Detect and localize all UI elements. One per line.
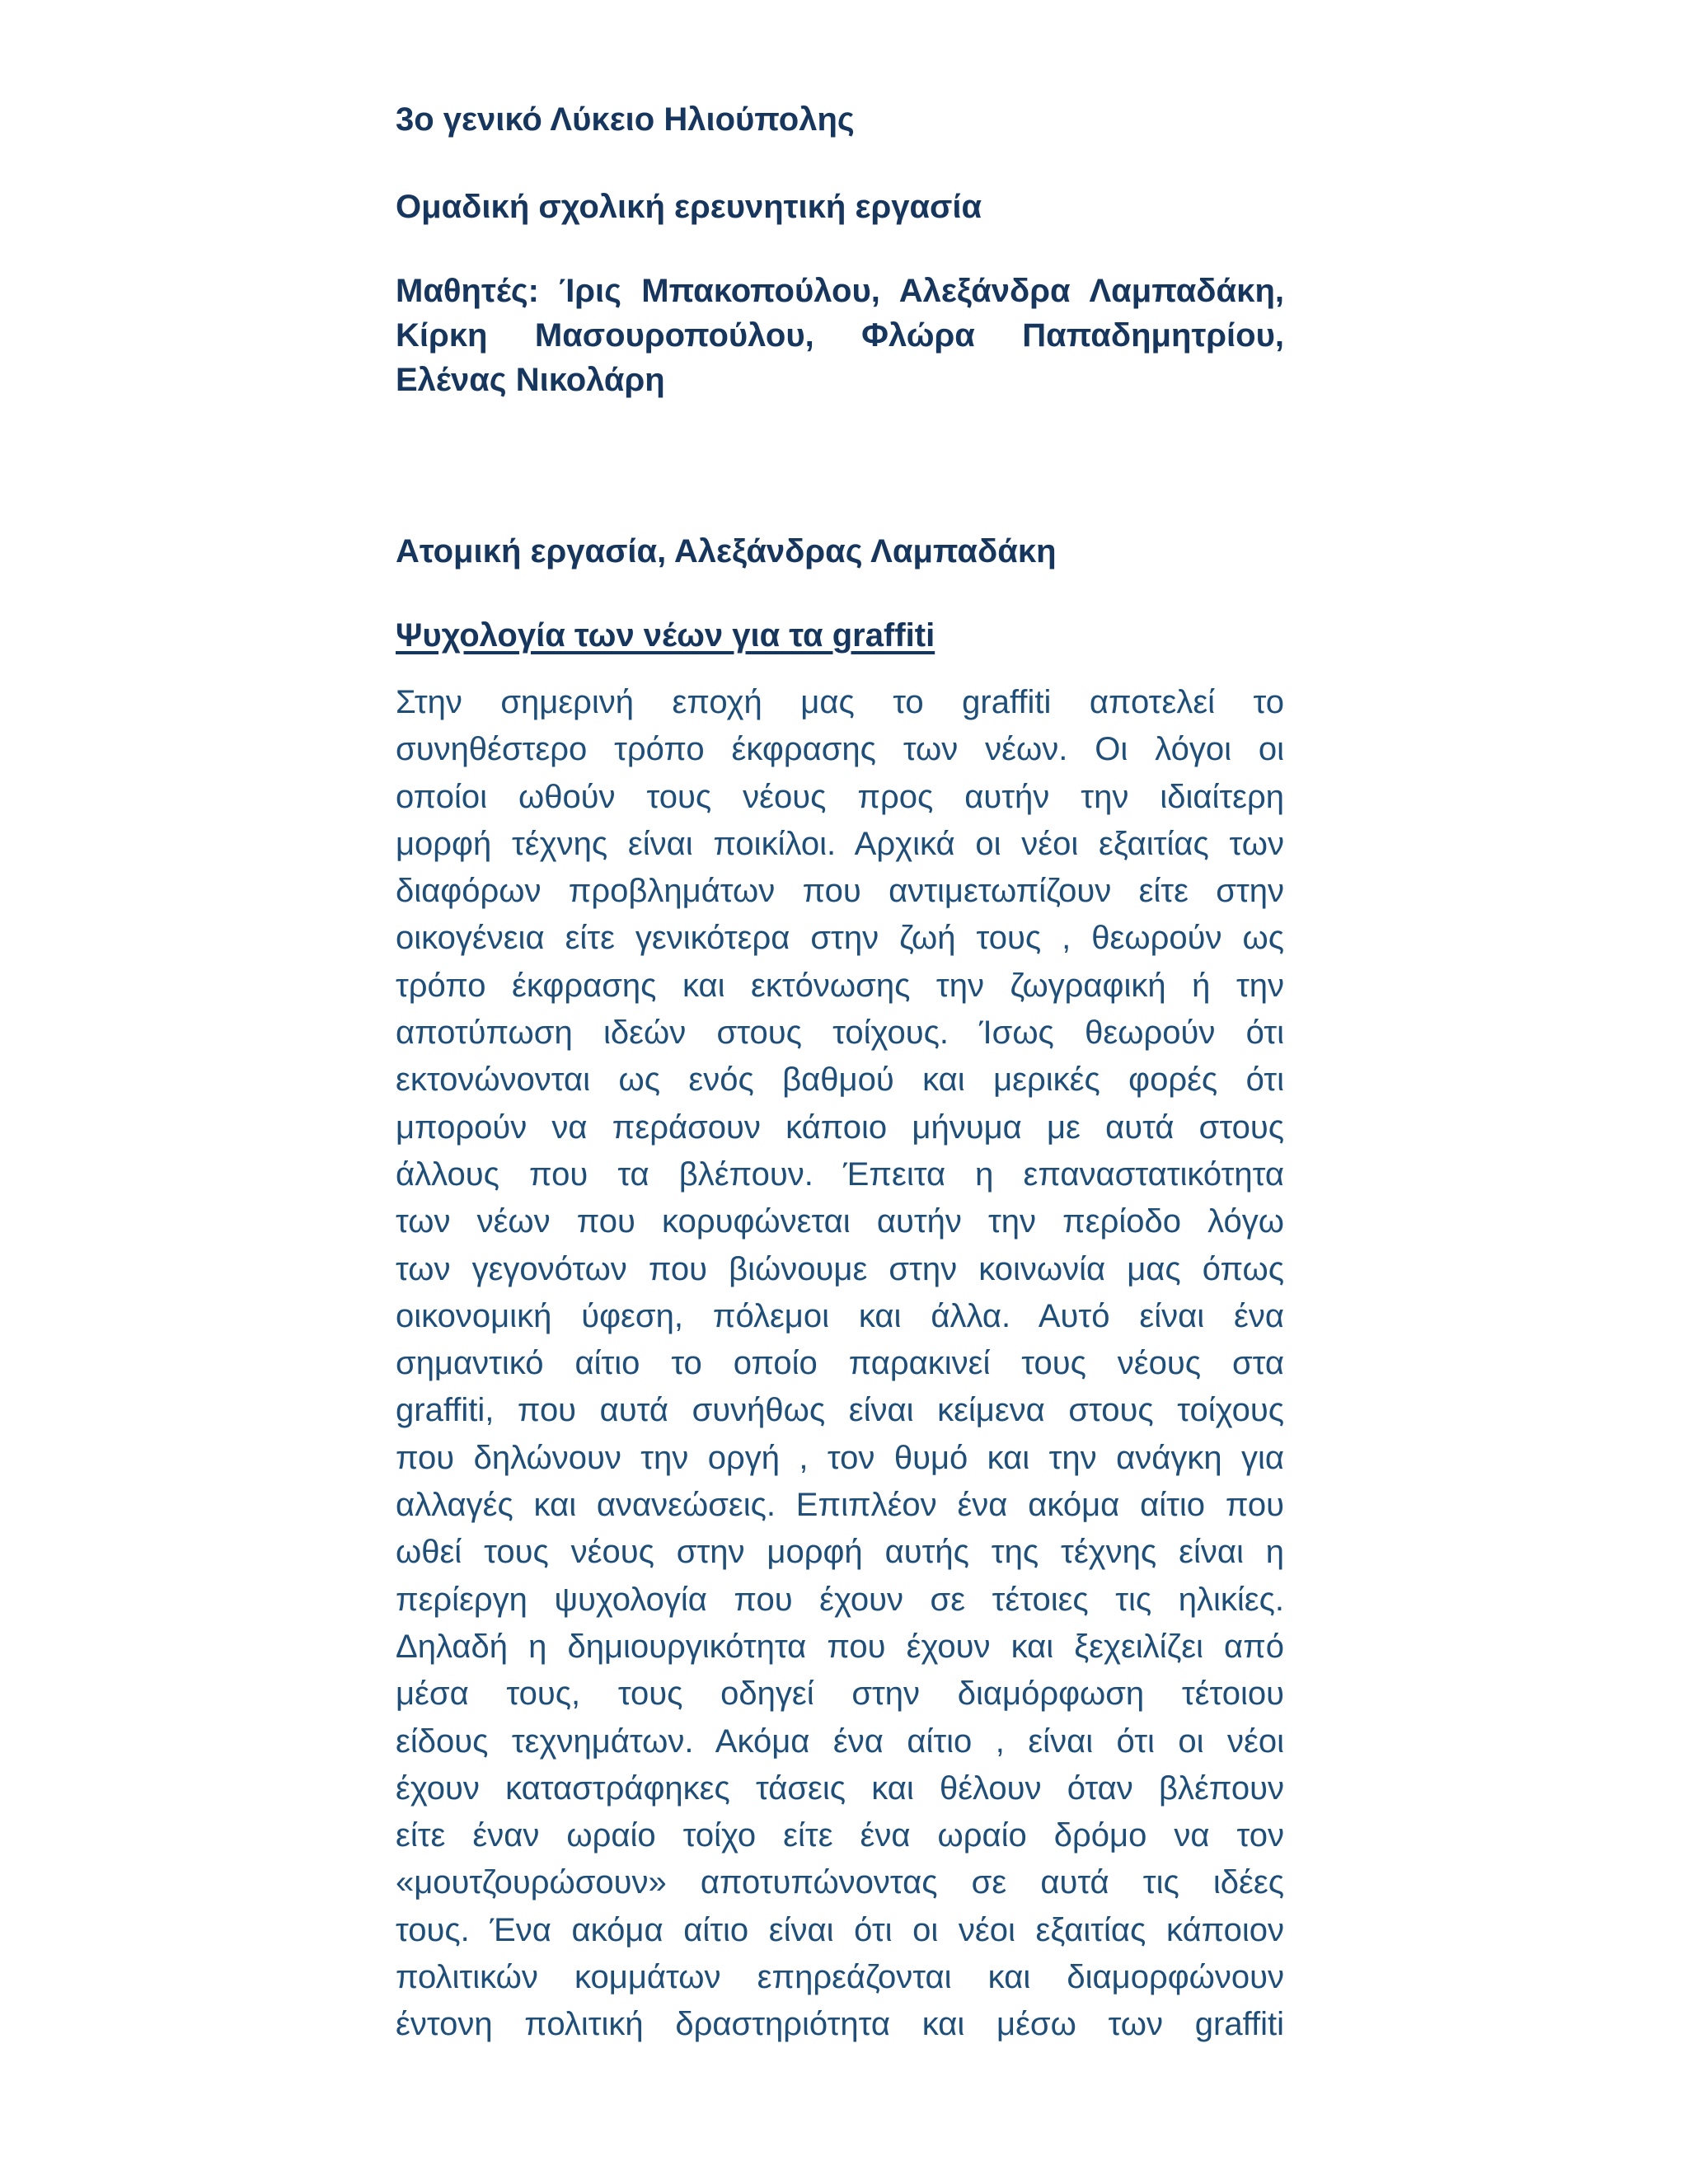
body-line: πολιτικών κομμάτων επηρεάζονται και διαμορφώνουν [396,1959,1284,1996]
body-line: τρόπο έκφρασης και εκτόνωσης την ζωγραφική ή την [396,967,1284,1004]
body-line: «μουτζουρώσουν» αποτυπώνοντας σε αυτά τις ιδέες [396,1864,1284,1901]
body-line: είτε έναν ωραίο τοίχο είτε ένα ωραίο δρόμο να τον [396,1817,1284,1854]
students-line: Ελένας Νικολάρη [396,362,665,398]
body-line: Δηλαδή η δημιουργικότητα που έχουν και ξεχειλίζει από [396,1628,1284,1665]
body-paragraph [396,679,1284,2049]
body-line: οποίοι ωθούν τους νέους προς αυτήν την ιδιαίτερη [396,778,1284,815]
document-page [396,97,1284,2049]
students-line: Κίρκη Μασουροπούλου, Φλώρα Παπαδημητρίου, [396,317,1284,354]
school-name: 3ο γενικό Λύκειο Ηλιούπολης [396,101,855,138]
body-line: μέσα τους, τους οδηγεί στην διαμόρφωση τέτοιου [396,1675,1284,1713]
body-line: των νέων που κορυφώνεται αυτήν την περίοδο λόγω [396,1203,1284,1240]
body-line: ωθεί τους νέους στην μορφή αυτής της τέχνης είναι η [396,1534,1284,1571]
body-line: graffiti, που αυτά συνήθως είναι κείμενα στους τοίχους [396,1392,1284,1429]
body-line: Στην σημερινή εποχή μας το graffiti αποτελεί το [396,684,1284,720]
project-type: Ομαδική σχολική ερευνητική εργασία [396,189,982,225]
body-line: σημαντικό αίτιο το οποίο παρακινεί τους νέους στα [396,1345,1284,1382]
body-line: των γεγονότων που βιώνουμε στην κοινωνία μας όπως [396,1250,1284,1287]
body-line: αλλαγές και ανανεώσεις. Επιπλέον ένα ακόμα αίτιο που [396,1487,1284,1524]
body-line: μπορούν να περάσουν κάποιο μήνυμα με αυτά στους [396,1108,1284,1146]
body-line: συνηθέστερο τρόπο έκφρασης των νέων. Οι λόγοι οι [396,731,1284,768]
subject-title: Ψυχολογία των νέων για τα graffiti [396,617,935,654]
individual-work: Ατομική εργασία, Αλεξάνδρας Λαμπαδάκη [396,533,1057,569]
body-line: έχουν καταστράφηκες τάσεις και θέλουν όταν βλέπουν [396,1769,1284,1807]
body-line: οικογένεια είτε γενικότερα στην ζωή τους , θεωρούν ως [396,920,1284,957]
body-line: αποτύπωση ιδεών στους τοίχους. Ίσως θεωρούν ότι [396,1015,1284,1052]
body-line: εκτονώνονται ως ενός βαθμού και μερικές φορές ότι [396,1062,1284,1099]
body-line: περίεργη ψυχολογία που έχουν σε τέτοιες τις ηλικίες. [396,1581,1284,1618]
body-line: είδους τεχνημάτων. Ακόμα ένα αίτιο , είναι ότι οι νέοι [396,1722,1284,1760]
body-line: έντονη πολιτική δραστηριότητα και μέσω των graffiti [396,2006,1284,2043]
body-line: μορφή τέχνης είναι ποικίλοι. Αρχικά οι νέοι εξαιτίας των [396,825,1284,862]
body-line: οικονομική ύφεση, πόλεμοι και άλλα. Αυτό είναι ένα [396,1297,1284,1334]
body-line: άλλους που τα βλέπουν. Έπειτα η επαναστατικότητα [396,1155,1284,1193]
body-line: διαφόρων προβλημάτων που αντιμετωπίζουν είτε στην [396,873,1284,910]
body-line: που δηλώνουν την οργή , τον θυμό και την ανάγκη για [396,1439,1284,1476]
students-list [396,269,1284,402]
body-line: τους. Ένα ακόμα αίτιο είναι ότι οι νέοι εξαιτίας κάποιον [396,1911,1284,1948]
students-line: Μαθητές: Ίρις Μπακοπούλου, Αλεξάνδρα Λαμπαδάκη, [396,273,1284,309]
